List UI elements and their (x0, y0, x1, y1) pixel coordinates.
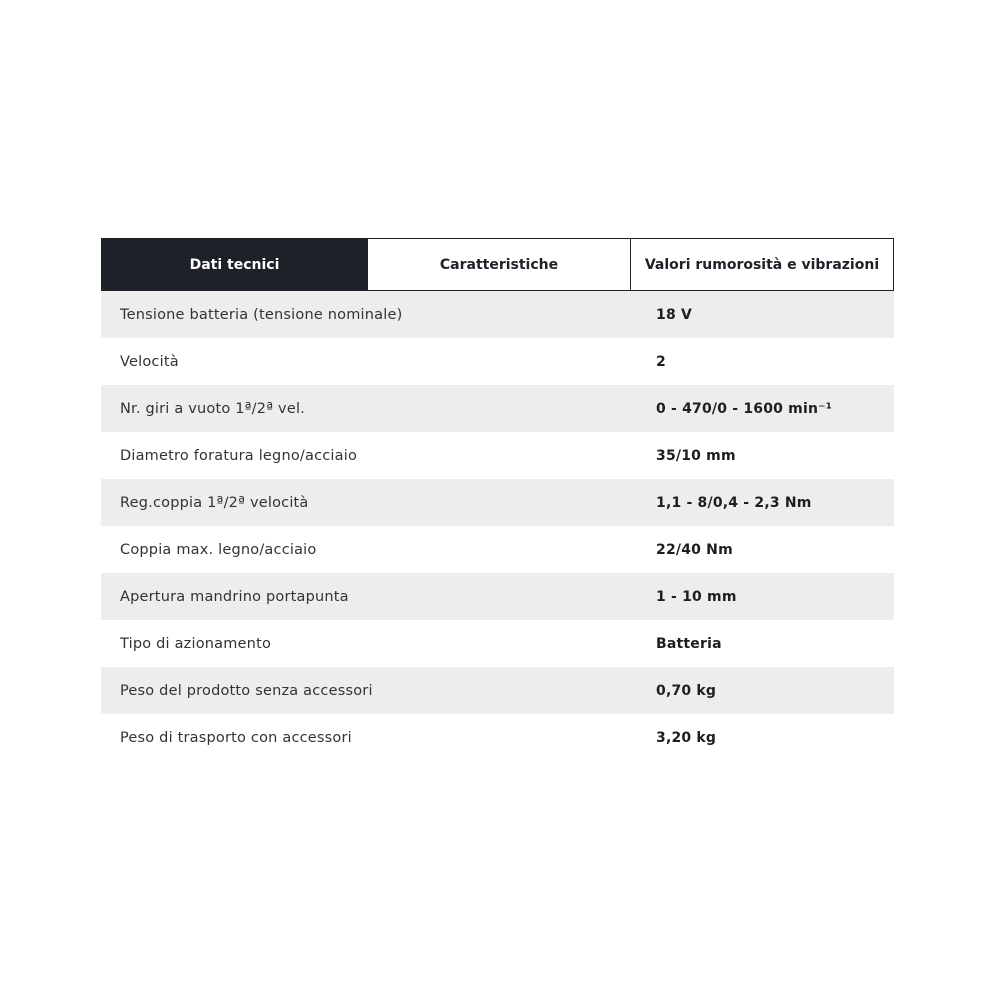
table-row (101, 338, 894, 385)
spec-value: 1 - 10 mm (656, 588, 737, 605)
tab-valori-rumorosita[interactable]: Valori rumorosità e vibrazioni (630, 239, 893, 290)
spec-label: Velocità (120, 353, 179, 370)
table-row (101, 714, 894, 761)
spec-value: 35/10 mm (656, 447, 736, 464)
spec-label: Tipo di azionamento (120, 635, 272, 652)
table-row (101, 620, 894, 667)
specs-panel (101, 238, 894, 761)
spec-value: 22/40 Nm (656, 541, 733, 558)
table-row (101, 667, 894, 714)
spec-value: 2 (656, 353, 666, 370)
spec-label: Peso del prodotto senza accessori (120, 682, 373, 699)
spec-label: Peso di trasporto con accessori (120, 729, 352, 746)
table-row (101, 479, 894, 526)
table-row (101, 526, 894, 573)
tab-caratteristiche[interactable]: Caratteristiche (367, 239, 630, 290)
spec-value: Batteria (656, 635, 722, 652)
table-row (101, 291, 894, 338)
specs-table (101, 291, 894, 761)
table-row (101, 385, 894, 432)
spec-value: 0,70 kg (656, 682, 717, 699)
table-row (101, 432, 894, 479)
spec-label: Reg.coppia 1ª/2ª velocità (120, 494, 309, 511)
spec-label: Diametro foratura legno/acciaio (120, 447, 358, 464)
table-row (101, 573, 894, 620)
spec-label: Tensione batteria (tensione nominale) (120, 306, 403, 323)
tab-dati-tecnici[interactable]: Dati tecnici (102, 239, 367, 290)
tab-bar (101, 238, 894, 291)
spec-value: 18 V (656, 306, 692, 323)
spec-value: 0 - 470/0 - 1600 min⁻¹ (656, 400, 833, 417)
spec-value: 1,1 - 8/0,4 - 2,3 Nm (656, 494, 812, 511)
spec-label: Coppia max. legno/acciaio (120, 541, 317, 558)
spec-label: Apertura mandrino portapunta (120, 588, 349, 605)
spec-label: Nr. giri a vuoto 1ª/2ª vel. (120, 400, 305, 417)
spec-value: 3,20 kg (656, 729, 717, 746)
